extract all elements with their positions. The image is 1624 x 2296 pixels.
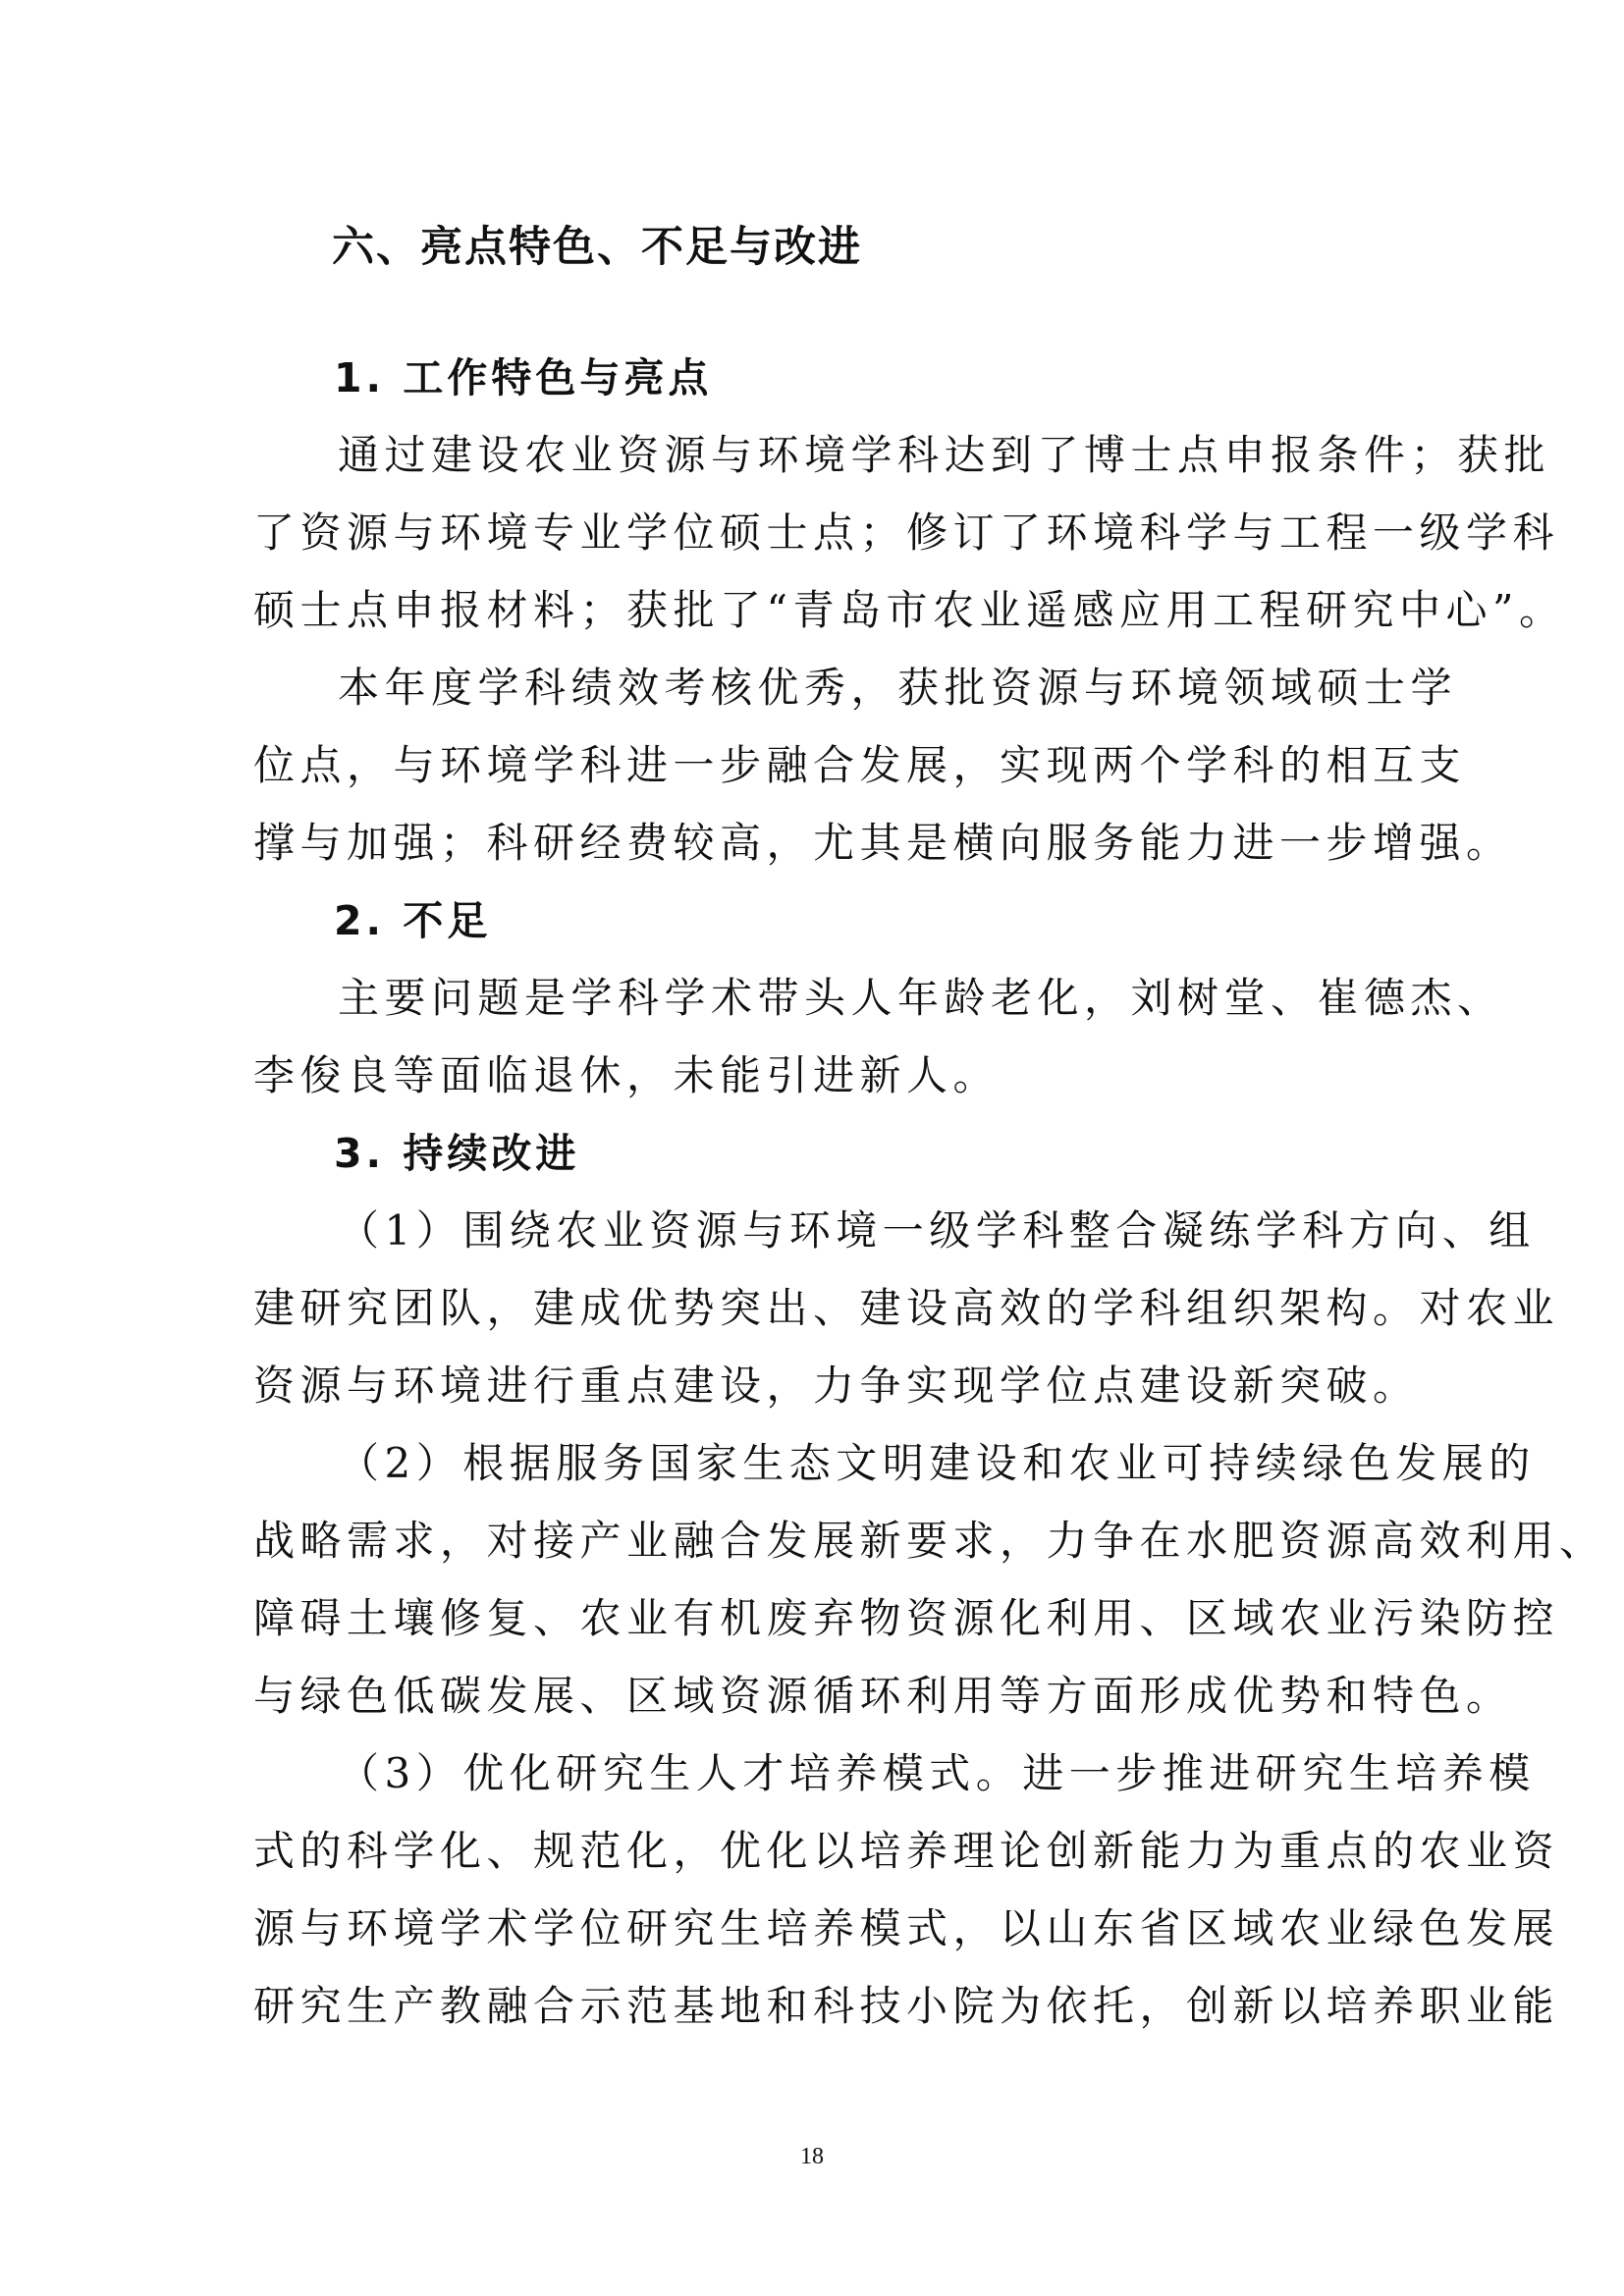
subsection-heading-3: 3. 持续改进 — [334, 1130, 580, 1177]
paragraph-line: （1）围绕农业资源与环境一级学科整合凝练学科方向、组 — [338, 1206, 1536, 1255]
paragraph-line: 障碍土壤修复、农业有机废弃物资源化利用、区域农业污染防控 — [253, 1594, 1560, 1642]
paragraph-line: 本年度学科绩效考核优秀，获批资源与环境领域硕士学 — [338, 664, 1458, 712]
paragraph-line: 源与环境学术学位研究生培养模式，以山东省区域农业绿色发展 — [253, 1904, 1560, 1952]
subsection-heading-2: 2. 不足 — [334, 897, 492, 944]
paragraph-line: （3）优化研究生人才培养模式。进一步推进研究生培养模 — [338, 1749, 1536, 1797]
section-title: 六、亮点特色、不足与改进 — [332, 223, 862, 272]
paragraph-line: 了资源与环境专业学位硕士点；修订了环境科学与工程一级学科 — [253, 508, 1560, 557]
paragraph-line: 与绿色低碳发展、区域资源循环利用等方面形成优势和特色。 — [253, 1672, 1513, 1720]
page-number: 18 — [800, 2144, 824, 2169]
paragraph-line: 战略需求，对接产业融合发展新要求，力争在水肥资源高效利用、 — [253, 1517, 1606, 1565]
paragraph-line: 研究生产教融合示范基地和科技小院为依托，创新以培养职业能 — [253, 1982, 1560, 2030]
paragraph-line: 通过建设农业资源与环境学科达到了博士点申报条件；获批 — [338, 431, 1551, 479]
paragraph-line: 式的科学化、规范化，优化以培养理论创新能力为重点的农业资 — [253, 1827, 1560, 1875]
paragraph-line: 位点，与环境学科进一步融合发展，实现两个学科的相互支 — [253, 741, 1467, 789]
paragraph-line: 资源与环境进行重点建设，力争实现学位点建设新突破。 — [253, 1362, 1420, 1410]
paragraph-line: 建研究团队，建成优势突出、建设高效的学科组织架构。对农业 — [253, 1284, 1560, 1332]
paragraph-line: 撑与加强；科研经费较高，尤其是横向服务能力进一步增强。 — [253, 819, 1513, 867]
paragraph-line: 硕士点申报材料；获批了“青岛市农业遥感应用工程研究中心”。 — [253, 586, 1566, 634]
paragraph-line: 李俊良等面临退休，未能引进新人。 — [253, 1051, 1001, 1099]
subsection-heading-1: 1. 工作特色与亮点 — [334, 354, 713, 401]
paragraph-line: 主要问题是学科学术带头人年龄老化，刘树堂、崔德杰、 — [338, 974, 1504, 1022]
paragraph-line: （2）根据服务国家生态文明建设和农业可持续绿色发展的 — [338, 1439, 1536, 1487]
